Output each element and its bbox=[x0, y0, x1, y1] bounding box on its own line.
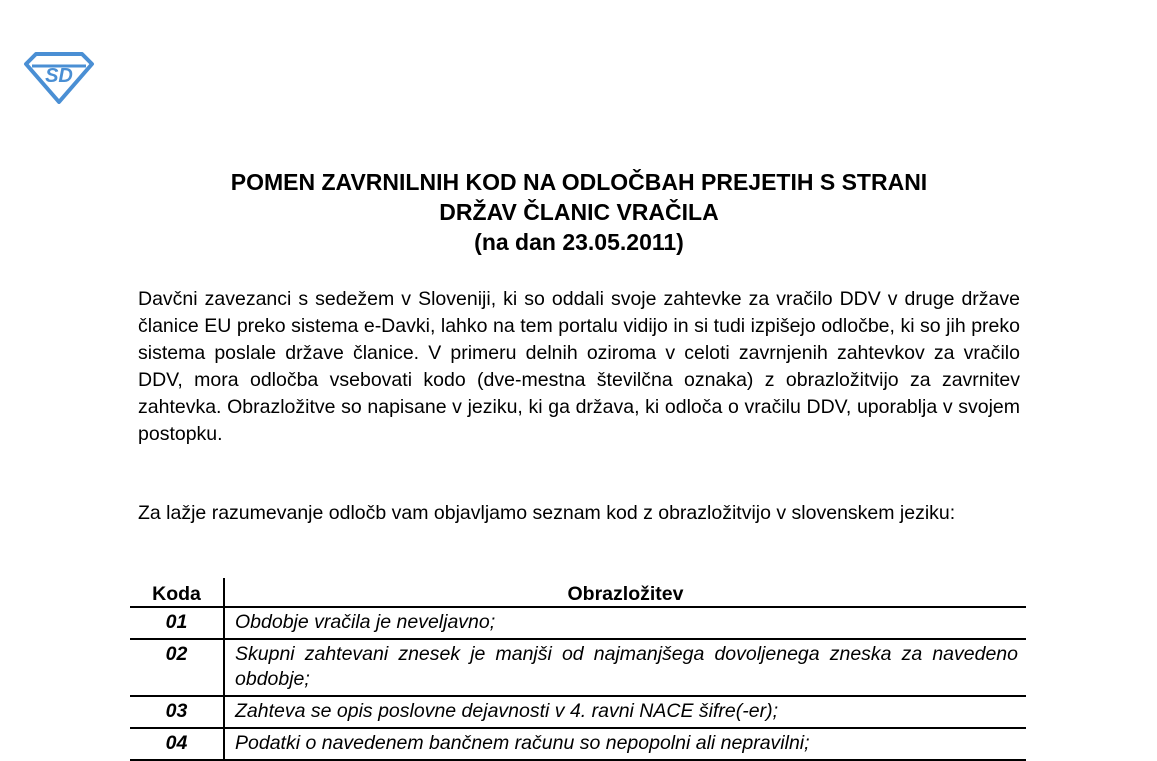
row-code: 01 bbox=[130, 607, 224, 639]
row-code: 02 bbox=[130, 639, 224, 696]
table-header-row bbox=[130, 578, 1026, 607]
row-description: Obdobje vračila je neveljavno; bbox=[224, 607, 1026, 639]
row-description: Skupni zahtevani znesek je manjši od najmanjšega dovoljenega zneska za navedeno obdobje; bbox=[224, 639, 1026, 696]
row-code: 04 bbox=[130, 728, 224, 760]
row-code: 03 bbox=[130, 696, 224, 728]
title-date-line: (na dan 23.05.2011) bbox=[474, 229, 684, 255]
document-title bbox=[150, 167, 1008, 257]
header-code: Koda bbox=[130, 578, 224, 607]
table-row bbox=[130, 696, 1026, 728]
row-description: Zahteva se opis poslovne dejavnosti v 4. ravni NACE šifre(-er); bbox=[224, 696, 1026, 728]
codes-table bbox=[130, 578, 1026, 761]
table-row bbox=[130, 728, 1026, 760]
intro-paragraph: Davčni zavezanci s sedežem v Sloveniji, ki so oddali svoje zahtevke za vračilo DDV v druge države članice EU preko sistema e-Davki, lahko na tem portalu vidijo in si tudi izpišejo odločbe, ki so jih preko sistema poslale države članice. V primeru delnih oziroma v celoti zavrnjenih zahtevkov za vračilo DDV, mora odločba vsebovati kodo (dve-mestna številčna oznaka) z obrazložitvijo za zavrnitev zahtevka. Obrazložitve so napisane v jeziku, ki ga država, ki odloča o vračilu DDV, uporablja v svojem postopku. bbox=[138, 288, 1020, 445]
table-row bbox=[130, 607, 1026, 639]
logo-letters: SD bbox=[45, 65, 73, 87]
title-line-2: DRŽAV ČLANIC VRAČILA bbox=[439, 199, 719, 225]
row-description: Podatki o navedenem bančnem računu so nepopolni ali nepravilni; bbox=[224, 728, 1026, 760]
table-row bbox=[130, 639, 1026, 696]
company-logo bbox=[22, 50, 96, 104]
header-description: Obrazložitev bbox=[224, 578, 1026, 607]
title-line-1: POMEN ZAVRNILNIH KOD NA ODLOČBAH PREJETIH S STRANI bbox=[230, 169, 928, 195]
list-intro-paragraph: Za lažje razumevanje odločb vam objavljamo seznam kod z obrazložitvijo v slovenskem jeziku: bbox=[138, 502, 956, 524]
